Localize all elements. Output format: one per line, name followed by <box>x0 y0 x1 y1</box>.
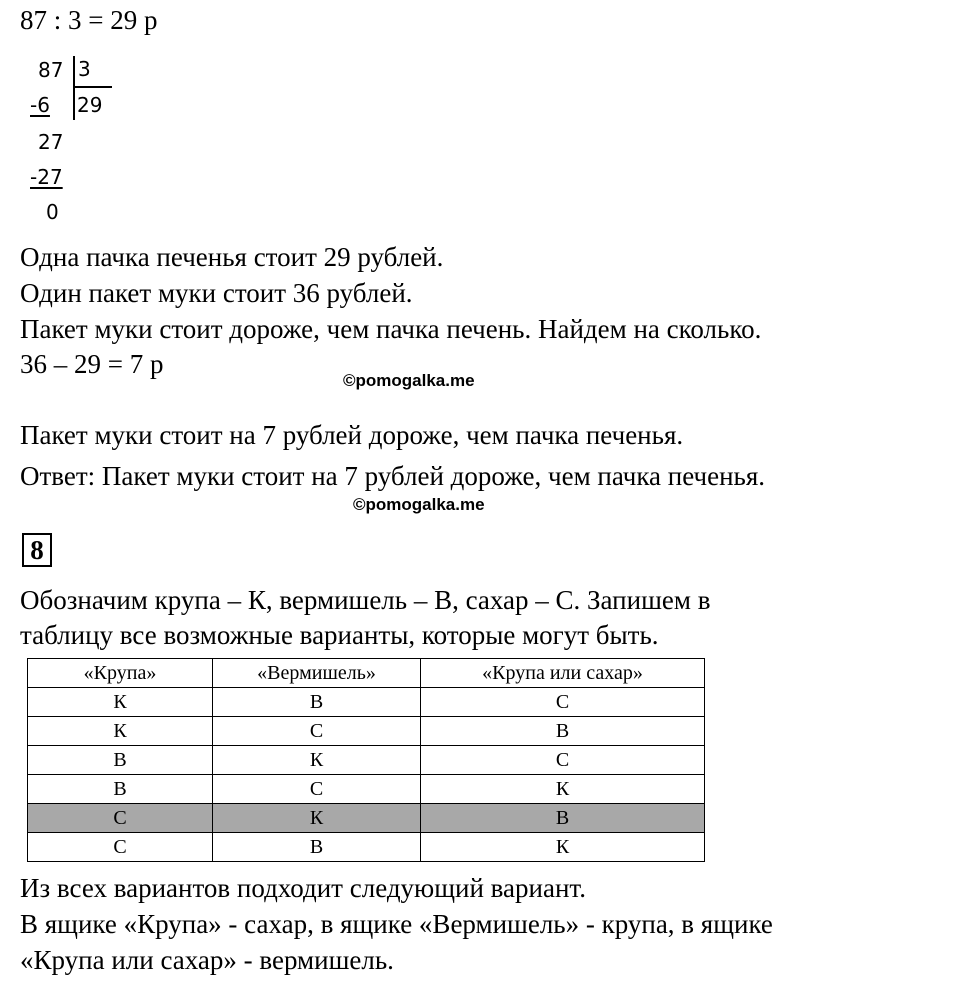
ld-remainder-2: 0 <box>46 200 59 224</box>
table-cell: К <box>213 804 421 833</box>
table-cell: С <box>213 775 421 804</box>
table-row <box>28 833 705 862</box>
table-cell: С <box>213 717 421 746</box>
ld-divisor: 3 <box>78 57 91 81</box>
text-line: Одна пачка печенья стоит 29 рублей. <box>20 242 444 272</box>
table-row <box>28 688 705 717</box>
table-cell: С <box>421 688 705 717</box>
text-line: таблицу все возможные варианты, которые могут быть. <box>20 620 659 650</box>
table-cell: В <box>213 833 421 862</box>
text-line: Один пакет муки стоит 36 рублей. <box>20 278 413 308</box>
text-line: В ящике «Крупа» - сахар, в ящике «Вермишель» - крупа, в ящике <box>20 909 773 939</box>
table-cell: К <box>28 688 213 717</box>
ld-subtract-1: -6 <box>30 93 50 117</box>
table-row <box>28 746 705 775</box>
ld-vertical-line <box>73 56 75 120</box>
variants-table <box>27 658 705 862</box>
table-header: «Крупа» <box>28 659 213 688</box>
table-cell: С <box>28 833 213 862</box>
ld-dividend: 87 <box>38 58 64 82</box>
ld-horizontal-line <box>75 86 112 88</box>
table-cell: С <box>28 804 213 833</box>
table-row <box>28 775 705 804</box>
table-cell: В <box>421 804 705 833</box>
subtraction-equation: 36 – 29 = 7 р <box>20 349 164 379</box>
ld-subtract-2: -27 <box>30 165 63 189</box>
ld-remainder-1: 27 <box>38 130 64 154</box>
ld-quotient: 29 <box>77 93 103 117</box>
text-line: Обозначим крупа – К, вермишель – В, сахар – С. Запишем в <box>20 585 711 615</box>
table-row-highlighted <box>28 804 705 833</box>
watermark: ©pomogalka.me <box>353 495 485 514</box>
table-cell: В <box>28 775 213 804</box>
table-header: «Вермишель» <box>213 659 421 688</box>
text-line: «Крупа или сахар» - вермишель. <box>20 945 394 975</box>
table-cell: С <box>421 746 705 775</box>
watermark: ©pomogalka.me <box>343 371 475 390</box>
table-cell: К <box>28 717 213 746</box>
table-cell: К <box>213 746 421 775</box>
table-header-row <box>28 659 705 688</box>
table-cell: К <box>421 775 705 804</box>
text-line: Пакет муки стоит дороже, чем пачка печень. Найдем на сколько. <box>20 314 762 344</box>
answer-line: Ответ: Пакет муки стоит на 7 рублей дороже, чем пачка печенья. <box>20 461 766 491</box>
table-header: «Крупа или сахар» <box>421 659 705 688</box>
table-cell: В <box>213 688 421 717</box>
task-number-box: 8 <box>22 533 52 567</box>
table-row <box>28 717 705 746</box>
table-cell: В <box>421 717 705 746</box>
table-cell: К <box>421 833 705 862</box>
text-line: Из всех вариантов подходит следующий вариант. <box>20 873 586 903</box>
table-cell: В <box>28 746 213 775</box>
text-line: Пакет муки стоит на 7 рублей дороже, чем пачка печенья. <box>20 420 684 450</box>
division-equation: 87 : 3 = 29 р <box>20 5 158 35</box>
